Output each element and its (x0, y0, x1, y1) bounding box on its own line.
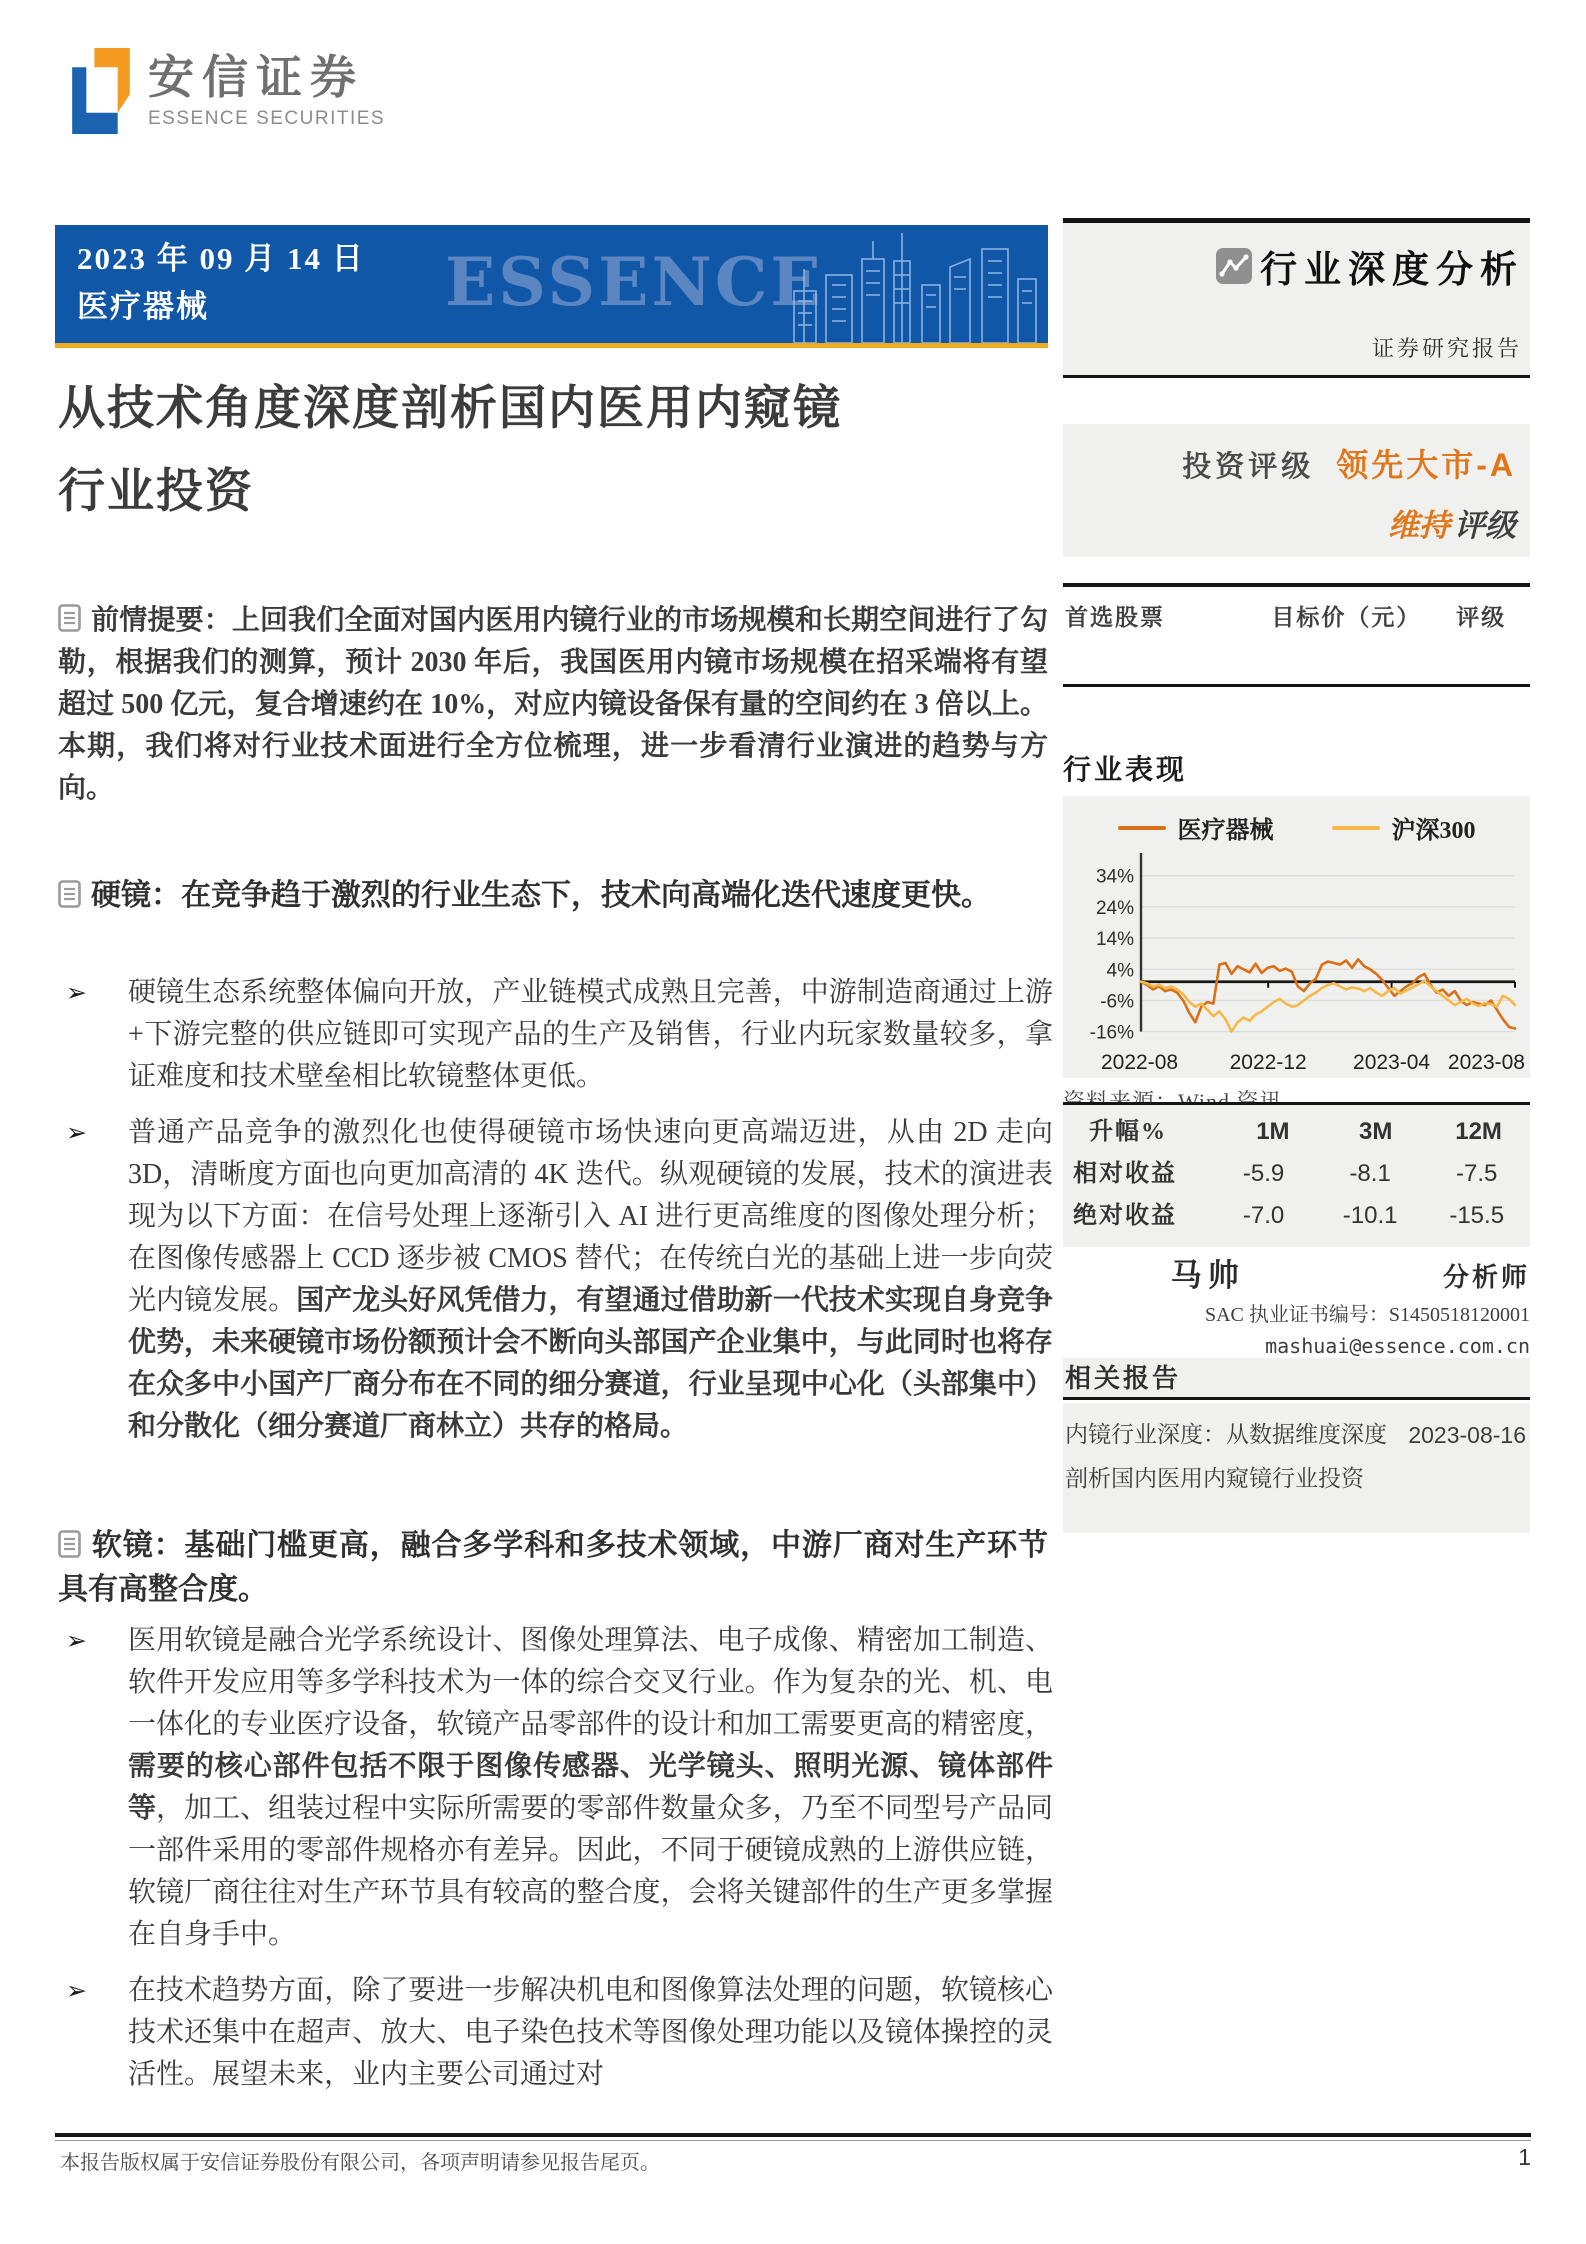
report-title-line1: 从技术角度深度剖析国内医用内窥镜 (58, 383, 842, 435)
returns-header-1m: 1M (1256, 1118, 1290, 1145)
brand-name (148, 48, 385, 132)
cell-value: -5.9 (1242, 1160, 1285, 1187)
document-icon (58, 1530, 81, 1558)
brand-name-en: ESSENCE SECURITIES (148, 108, 386, 129)
table-row (1063, 1153, 1530, 1195)
cell-value: -10.1 (1342, 1202, 1398, 1229)
svg-text:-16%: -16% (1089, 1022, 1134, 1044)
run-regular: 普通产品竞争的激烈化也使得硬镜市场快速向更高端迈进，从由 2D 走向 3D，清晰度方面也向更加高清的 4K 迭代。纵观硬镜的发展，技术的演进表现为以下方面：在信号处理上逐渐引入 AI 进行更高维度的图像处理分析；在图像传感器上 CCD 逐步被 CMOS 替代；在传统白光的基础上进一步向荧光内镜发展。 (128, 1117, 1053, 1316)
city-skyline-graphic (782, 231, 1042, 343)
svg-text:2023-08: 2023-08 (1447, 1051, 1525, 1074)
essence-watermark: ESSENCE (445, 243, 824, 321)
table-row (1063, 1195, 1530, 1237)
run-regular: ，加工、组装过程中实际所需要的零部件数量众多，乃至不同型号产品同一部件采用的零部件规格亦有差异。因此，不同于硬镜成熟的上游供应链，软镜厂商往往对生产环节具有较高的整合度，会将关键部件的生产更多掌握在自身手中。 (128, 1793, 1053, 1950)
related-reports-title: 相关报告 (1063, 1358, 1530, 1400)
arrow-bullet-icon: ➢ (66, 1118, 87, 1147)
col-rating: 评级 (1456, 605, 1507, 630)
rating-status-suffix: 评级 (1454, 508, 1516, 543)
list-item (58, 1970, 1053, 2096)
returns-header-row (1063, 1111, 1530, 1153)
returns-header-label: 升幅% (1089, 1119, 1167, 1145)
svg-text:2023-04: 2023-04 (1352, 1051, 1430, 1074)
report-title-line2: 行业投资 (58, 466, 254, 518)
summary-paragraph (58, 600, 1048, 810)
performance-chart-panel (1063, 796, 1530, 1078)
title-banner (55, 225, 1048, 348)
performance-line-chart (1067, 847, 1527, 1075)
svg-text:14%: 14% (1095, 929, 1134, 951)
industry-performance-title: 行业表现 (1063, 748, 1530, 803)
trend-chart-icon (1216, 248, 1252, 284)
rating-value: 领先大市-A (1336, 447, 1516, 483)
related-report-item (1063, 1403, 1530, 1533)
returns-table (1063, 1102, 1530, 1247)
section-heading-flexible-scope (58, 1524, 1048, 1612)
row-label: 绝对收益 (1073, 1203, 1177, 1229)
stock-table-header (1063, 587, 1530, 632)
list-item-text (128, 1112, 1053, 1448)
svg-text:2022-08: 2022-08 (1100, 1051, 1178, 1074)
legend-entry (1332, 810, 1476, 845)
svg-text:-6%: -6% (1099, 991, 1134, 1013)
svg-text:24%: 24% (1095, 897, 1134, 919)
svg-text:4%: 4% (1106, 960, 1134, 982)
rating-status: 维持 (1388, 508, 1450, 543)
document-icon (58, 604, 81, 632)
page-number: 1 (1518, 2144, 1531, 2170)
list-item-text (128, 1620, 1053, 1956)
related-report-text: 内镜行业深度：从数据维度深度剖析国内医用内窥镜行业投资 (1065, 1422, 1387, 1491)
summary-text: 上回我们全面对国内医用内镜行业的市场规模和长期空间进行了勾勒，根据我们的测算，预计 2030 年后，我国医用内镜市场规模在招采端将有望超过 500 亿元，复合增速约在 10%，对应内镜设备保有量的空间约在 3 倍以上。本期，我们将对行业技术面进行全方位梳理，进一步看清行业演进的趋势与方向。 (58, 605, 1048, 804)
arrow-bullet-icon: ➢ (66, 978, 87, 1007)
cell-value: -15.5 (1449, 1202, 1505, 1229)
investment-rating-box (1063, 424, 1530, 557)
section-heading-text: 硬镜：在竞争趋于激烈的行业生态下，技术向高端化迭代速度更快。 (91, 879, 991, 912)
legend-label: 医疗器械 (1177, 818, 1274, 844)
arrow-bullet-icon: ➢ (66, 1626, 87, 1655)
run-regular: 医用软镜是融合光学系统设计、图像处理算法、电子成像、精密加工制造、软件开发应用等多学科技术为一体的综合交叉行业。作为复杂的光、机、电一体化的专业医疗设备，软镜产品零部件的设计和加工需要更高的精密度， (128, 1625, 1053, 1740)
analyst-name: 马帅 (1170, 1258, 1245, 1293)
list-item-text (128, 972, 1053, 1098)
legend-entry (1118, 810, 1274, 845)
list-item-text (128, 1970, 1053, 2096)
returns-header-3m: 3M (1359, 1118, 1393, 1145)
cell-value: -7.0 (1242, 1202, 1285, 1229)
footer-divider (55, 2133, 1531, 2137)
returns-header-12m: 12M (1455, 1118, 1502, 1145)
legend-line-swatch (1332, 826, 1380, 830)
list-item (58, 1620, 1053, 1956)
svg-text:2022-12: 2022-12 (1229, 1051, 1307, 1074)
section-heading-rigid-scope (58, 874, 1048, 918)
list-item (58, 1112, 1053, 1448)
legend-line-swatch (1118, 826, 1166, 830)
list-item (58, 972, 1053, 1098)
badge-subtitle: 证券研究报告 (1371, 336, 1522, 361)
section-1-bullets (58, 972, 1053, 1462)
section-2-bullets (58, 1620, 1053, 2110)
badge-title: 行业深度分析 (1260, 250, 1524, 291)
run-regular: 硬镜生态系统整体偏向开放，产业链模式成熟且完善，中游制造商通过上游+下游完整的供应链即可实现产品的生产及销售，行业内玩家数量较多，拿证难度和技术壁垒相比软镜整体更低。 (128, 977, 1053, 1092)
analyst-block (1063, 1250, 1530, 1295)
essence-logo-icon (72, 48, 130, 134)
industry-label: 医疗器械 (77, 289, 209, 324)
analyst-email: mashuai@essence.com.cn (1265, 1334, 1530, 1358)
footer-copyright: 本报告版权属于安信证券股份有限公司，各项声明请参见报告尾页。 (60, 2152, 660, 2174)
col-preferred-stock: 首选股票 (1065, 605, 1165, 630)
cell-value: -8.1 (1349, 1160, 1391, 1187)
analyst-role: 分析师 (1442, 1263, 1530, 1292)
banner-date-industry (77, 235, 365, 331)
legend-label: 沪深300 (1391, 818, 1476, 844)
section-heading-text: 软镜：基础门槛更高，融合多学科和多技术领域，中游厂商对生产环节具有高整合度。 (58, 1529, 1048, 1606)
run-bold: 国产龙头好风凭借力，有望通过借助新一代技术实现自身竞争优势，未来硬镜市场份额预计会不断向头部国产企业集中，与此同时也将存在众多中小国产厂商分布在不同的细分赛道，行业呈现中心化（头部集中）和分散化（细分赛道厂商林立）共存的格局。 (128, 1285, 1053, 1442)
chart-legend (1063, 796, 1530, 845)
report-title (58, 368, 1048, 534)
col-target-price: 目标价（元） (1271, 605, 1422, 630)
rating-status-line (1063, 500, 1530, 545)
analyst-sac-number: SAC 执业证书编号：S1450518120001 (1204, 1304, 1530, 1326)
related-report-date: 2023-08-16 (1408, 1422, 1526, 1448)
summary-label: 前情提要： (91, 605, 232, 636)
arrow-bullet-icon: ➢ (66, 1976, 87, 2005)
brand-header (72, 48, 385, 134)
preferred-stock-table (1063, 583, 1530, 687)
report-type-badge (1216, 239, 1524, 293)
run-bold: 需要的核心部件包括不限于图像传感器、光学镜头、照明光源、镜体部件等 (128, 1751, 1053, 1824)
document-icon (58, 880, 81, 908)
rating-line (1063, 440, 1530, 486)
footer-divider-thin (55, 2140, 1531, 2141)
svg-text:34%: 34% (1095, 866, 1134, 888)
report-date: 2023 年 09 月 14 日 (77, 241, 365, 276)
rating-label: 投资评级 (1182, 451, 1315, 483)
row-label: 相对收益 (1073, 1161, 1177, 1187)
run-regular: 在技术趋势方面，除了要进一步解决机电和图像算法处理的问题，软镜核心技术还集中在超声、放大、电子染色技术等图像处理功能以及镜体操控的灵活性。展望未来，业内主要公司通过对 (128, 1975, 1053, 2090)
brand-name-cn: 安信证券 (148, 51, 364, 103)
cell-value: -7.5 (1456, 1160, 1498, 1187)
report-type-badge-box (1063, 218, 1530, 378)
